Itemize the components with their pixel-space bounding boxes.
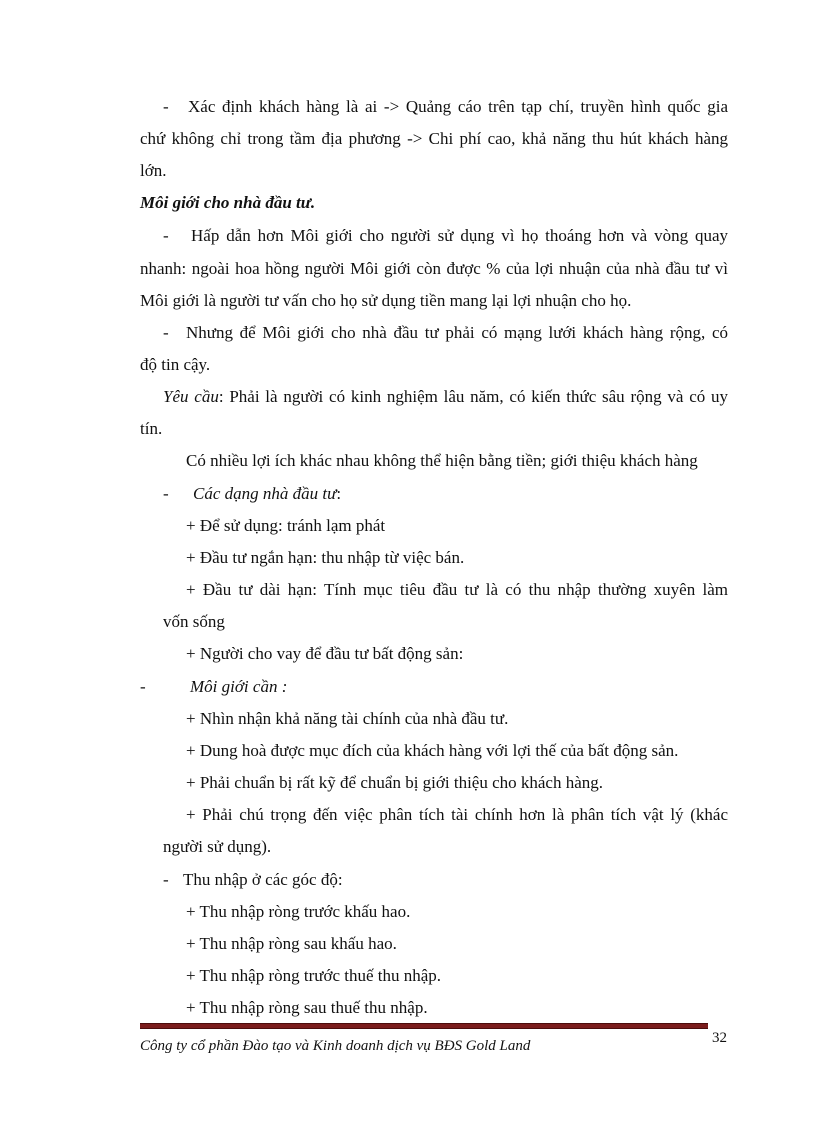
list-item: + Thu nhập ròng trước khấu hao.: [186, 902, 411, 921]
list-item: + Thu nhập ròng sau thuế thu nhập.: [186, 998, 428, 1017]
list-item: + Đầu tư dài hạn: Tính mục tiêu đầu tư là có thu nhập thường xuyên làm: [186, 580, 728, 599]
list-heading-colon: :: [336, 484, 342, 503]
bullet-dash: -: [163, 226, 169, 245]
list-item-continuation: người sử dụng).: [163, 837, 272, 856]
list-item: + Dung hoà được mục đích của khách hàng với lợi thế của bất động sản.: [186, 741, 679, 760]
bullet-dash: -: [163, 484, 169, 503]
bullet-dash: -: [163, 870, 169, 889]
list-heading: Thu nhập ở các góc độ:: [183, 870, 343, 889]
list-heading: [193, 483, 341, 505]
paragraph-line: độ tin cậy.: [140, 355, 211, 374]
bullet-dash: -: [140, 677, 146, 696]
paragraph-line: Hấp dẫn hơn Môi giới cho người sử dụng vì họ thoáng hơn và vòng quay: [191, 226, 728, 245]
list-item: + Đầu tư ngắn hạn: thu nhập từ việc bán.: [186, 548, 465, 567]
list-item: + Thu nhập ròng sau khấu hao.: [186, 934, 397, 953]
paragraph-line: tín.: [140, 419, 163, 438]
paragraph-line: lớn.: [140, 161, 167, 180]
list-item: + Nhìn nhận khả năng tài chính của nhà đầu tư.: [186, 709, 509, 728]
paragraph-line: nhanh: ngoài hoa hồng người Môi giới còn được % của lợi nhuận của nhà đầu tư vì: [140, 259, 728, 278]
list-item: + Phải chuẩn bị rất kỹ để chuẩn bị giới thiệu cho khách hàng.: [186, 773, 604, 792]
paragraph-line: Xác định khách hàng là ai -> Quảng cáo trên tạp chí, truyền hình quốc gia: [188, 97, 728, 116]
list-item: + Phải chú trọng đến việc phân tích tài chính hơn là phân tích vật lý (khác: [186, 805, 728, 824]
page-number: 32: [712, 1030, 727, 1046]
bullet-dash: -: [163, 97, 169, 116]
paragraph-line: Có nhiều lợi ích khác nhau không thể hiện bằng tiền; giới thiệu khách hàng: [186, 451, 698, 470]
paragraph-line: chứ không chỉ trong tầm địa phương -> Chi phí cao, khả năng thu hút khách hàng: [140, 129, 728, 148]
list-item-continuation: vốn sống: [163, 612, 225, 631]
paragraph-line: Môi giới là người tư vấn cho họ sử dụng tiền mang lại lợi nhuận cho họ.: [140, 291, 632, 310]
requirement-text: : Phải là người có kinh nghiệm lâu năm, có kiến thức sâu rộng và có uy: [218, 387, 729, 406]
paragraph-line: Nhưng để Môi giới cho nhà đầu tư phải có mạng lưới khách hàng rộng, có: [186, 323, 728, 342]
list-item: + Để sử dụng: tránh lạm phát: [186, 516, 386, 535]
list-heading-label: Các dạng nhà đầu tư: [193, 484, 337, 503]
requirement-line: [163, 386, 728, 408]
list-item: + Người cho vay để đầu tư bất động sản:: [186, 644, 464, 663]
list-item: + Thu nhập ròng trước thuế thu nhập.: [186, 966, 442, 985]
section-heading: Môi giới cho nhà đầu tư.: [140, 193, 316, 212]
requirement-label: Yêu cầu: [163, 387, 219, 406]
bullet-dash: -: [163, 323, 169, 342]
footer-divider: [140, 1023, 708, 1029]
footer-company: Công ty cổ phần Đào tạo và Kinh doanh dịch vụ BĐS Gold Land: [140, 1038, 531, 1054]
list-heading: Môi giới cần :: [190, 677, 288, 696]
